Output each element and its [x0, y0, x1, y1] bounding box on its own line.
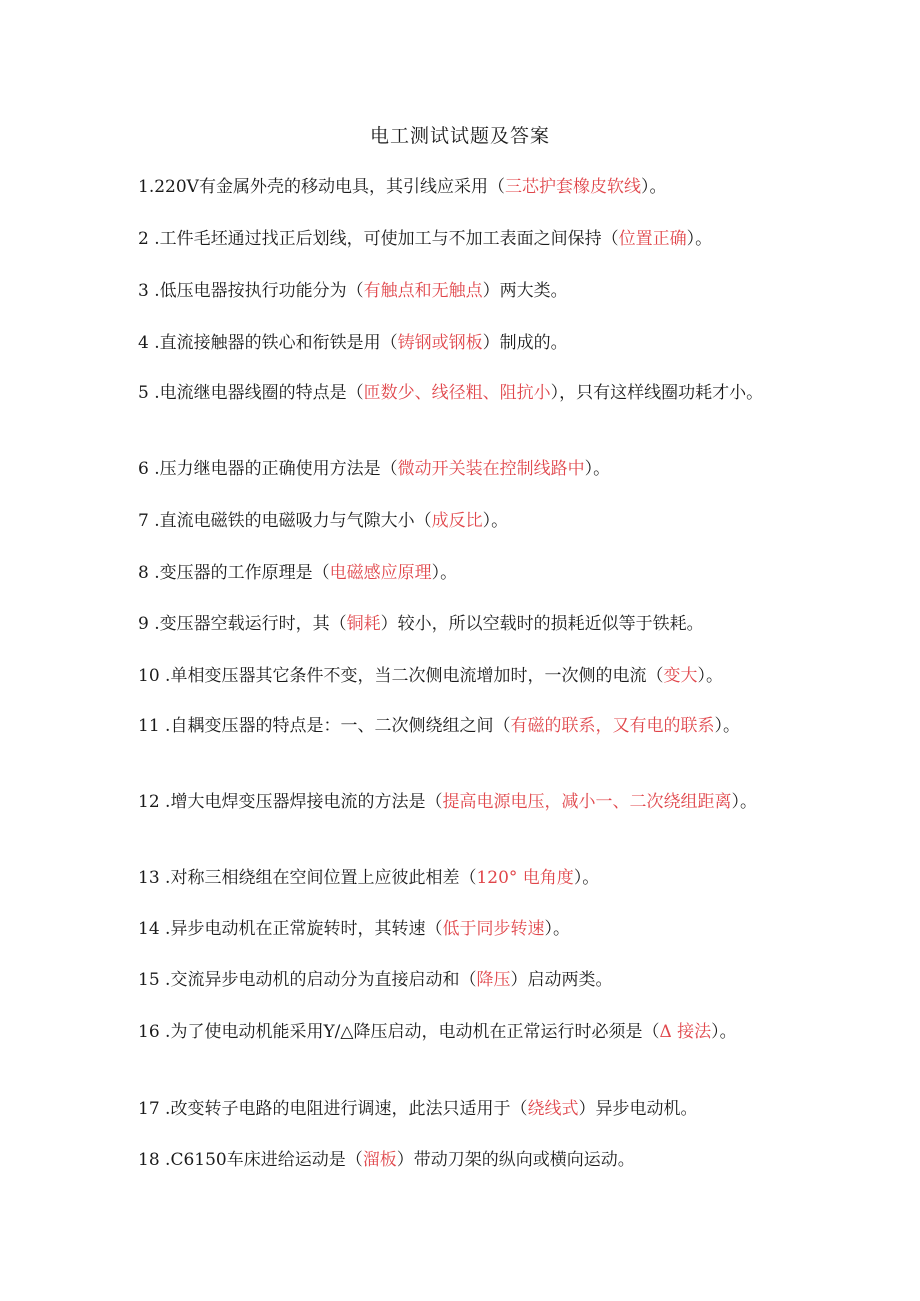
question-text: 工件毛坯通过找正后划线，可使加工与不加工表面之间保持（ — [159, 229, 619, 249]
answer-text: 有触点和无触点 — [363, 281, 483, 301]
question-text-end: ）。 — [697, 666, 723, 686]
question-number: 16 . — [138, 1022, 171, 1042]
question-text-end: ）。 — [686, 229, 713, 249]
question-text: 直流接触器的铁心和衔铁是用（ — [159, 333, 398, 353]
question-text-end: ）。 — [714, 716, 740, 736]
answer-text: 低于同步转速 — [442, 919, 545, 939]
question-text-end: ）。 — [544, 919, 570, 939]
question-text-end: ）。 — [640, 177, 667, 197]
question-number: 4 . — [138, 333, 160, 353]
answer-text: 三芯护套橡皮软线 — [504, 177, 641, 197]
answer-text: 降压 — [476, 970, 511, 990]
question-number: 3 . — [138, 281, 160, 301]
question-text: C6150车床进给运动是（ — [170, 1150, 363, 1170]
question-text: 低压电器按执行功能分为（ — [159, 281, 364, 301]
question-text-end: ）。 — [584, 459, 611, 479]
question-item — [138, 509, 798, 534]
question-item — [138, 1097, 798, 1122]
question-item — [138, 381, 798, 406]
answer-text: 铸钢或钢板 — [397, 333, 483, 353]
question-number: 7 . — [138, 511, 160, 531]
question-number: 17 . — [138, 1099, 171, 1119]
question-text: 为了使电动机能采用Y/△降压启动，电动机在正常运行时必须是（ — [170, 1022, 660, 1042]
question-text-end: ）较小，所以空载时的损耗近似等于铁耗。 — [380, 614, 704, 634]
question-text-end: ）启动两类。 — [510, 970, 613, 990]
question-number: 1. — [138, 177, 155, 197]
answer-text: 提高电源电压，减小一、二次绕组距离 — [442, 792, 732, 812]
question-number: 6 . — [138, 459, 160, 479]
question-number: 14 . — [138, 919, 171, 939]
answer-text: 绕线式 — [527, 1099, 579, 1119]
question-item — [138, 664, 798, 689]
question-number: 10 . — [138, 666, 171, 686]
answer-text: 120° 电角度 — [476, 868, 574, 888]
question-number: 5 . — [138, 383, 160, 403]
question-text-end: ）两大类。 — [482, 281, 568, 301]
question-item — [138, 457, 798, 482]
question-item — [138, 612, 798, 637]
question-text: 改变转子电路的电阻进行调速，此法只适用于（ — [170, 1099, 528, 1119]
question-text-end: ），只有这样线圈功耗才小。 — [550, 383, 764, 403]
question-item — [138, 866, 798, 891]
question-text: 变压器的工作原理是（ — [159, 563, 330, 583]
question-text: 直流电磁铁的电磁吸力与气隙大小（ — [159, 511, 432, 531]
question-number: 18 . — [138, 1150, 171, 1170]
question-text-end: ）。 — [731, 792, 757, 812]
question-text-end: ）。 — [431, 563, 458, 583]
question-number: 11 . — [138, 716, 171, 736]
answer-text: 变大 — [663, 666, 698, 686]
question-number: 15 . — [138, 970, 171, 990]
answer-text: 有磁的联系，又有电的联系 — [510, 716, 715, 736]
question-item — [138, 917, 798, 942]
question-item — [138, 790, 798, 815]
answer-text: 位置正确 — [618, 229, 687, 249]
answer-text: Δ 接法 — [659, 1022, 712, 1042]
question-item — [138, 1148, 798, 1173]
answer-text: 溜板 — [362, 1150, 397, 1170]
question-item — [138, 561, 798, 586]
question-text-end: ）带动刀架的纵向或横向运动。 — [396, 1150, 635, 1170]
question-item — [138, 279, 798, 304]
question-text: 变压器空载运行时，其（ — [159, 614, 347, 634]
question-text: 增大电焊变压器焊接电流的方法是（ — [170, 792, 443, 812]
question-item — [138, 227, 798, 252]
answer-text: 匝数少、线径粗、阻抗小 — [363, 383, 551, 403]
answer-text: 铜耗 — [346, 614, 381, 634]
question-item — [138, 1020, 798, 1045]
answer-text: 微动开关装在控制线路中 — [397, 459, 585, 479]
question-number: 2 . — [138, 229, 160, 249]
answer-text: 电磁感应原理 — [329, 563, 432, 583]
question-text: 电流继电器线圈的特点是（ — [159, 383, 364, 403]
question-item — [138, 331, 798, 356]
question-text-end: ）。 — [573, 868, 600, 888]
question-text: 压力继电器的正确使用方法是（ — [159, 459, 398, 479]
question-item — [138, 968, 798, 993]
page-title: 电工测试试题及答案 — [369, 125, 550, 147]
question-text: 交流异步电动机的启动分为直接启动和（ — [170, 970, 477, 990]
question-text: 220V有金属外壳的移动电具，其引线应采用（ — [154, 177, 505, 197]
question-text-end: ）。 — [482, 511, 509, 531]
question-text: 对称三相绕组在空间位置上应彼此相差（ — [170, 868, 477, 888]
question-number: 13 . — [138, 868, 171, 888]
question-item — [138, 175, 798, 200]
question-number: 12 . — [138, 792, 171, 812]
question-text: 异步电动机在正常旋转时，其转速（ — [170, 919, 443, 939]
question-item — [138, 714, 798, 739]
question-number: 9 . — [138, 614, 160, 634]
answer-text: 成反比 — [431, 511, 483, 531]
question-text-end: ）。 — [711, 1022, 737, 1042]
question-text: 自耦变压器的特点是：一、二次侧绕组之间（ — [170, 716, 511, 736]
question-text-end: ）制成的。 — [482, 333, 568, 353]
question-number: 8 . — [138, 563, 160, 583]
question-text: 单相变压器其它条件不变，当二次侧电流增加时，一次侧的电流（ — [170, 666, 664, 686]
question-text-end: ）异步电动机。 — [578, 1099, 698, 1119]
